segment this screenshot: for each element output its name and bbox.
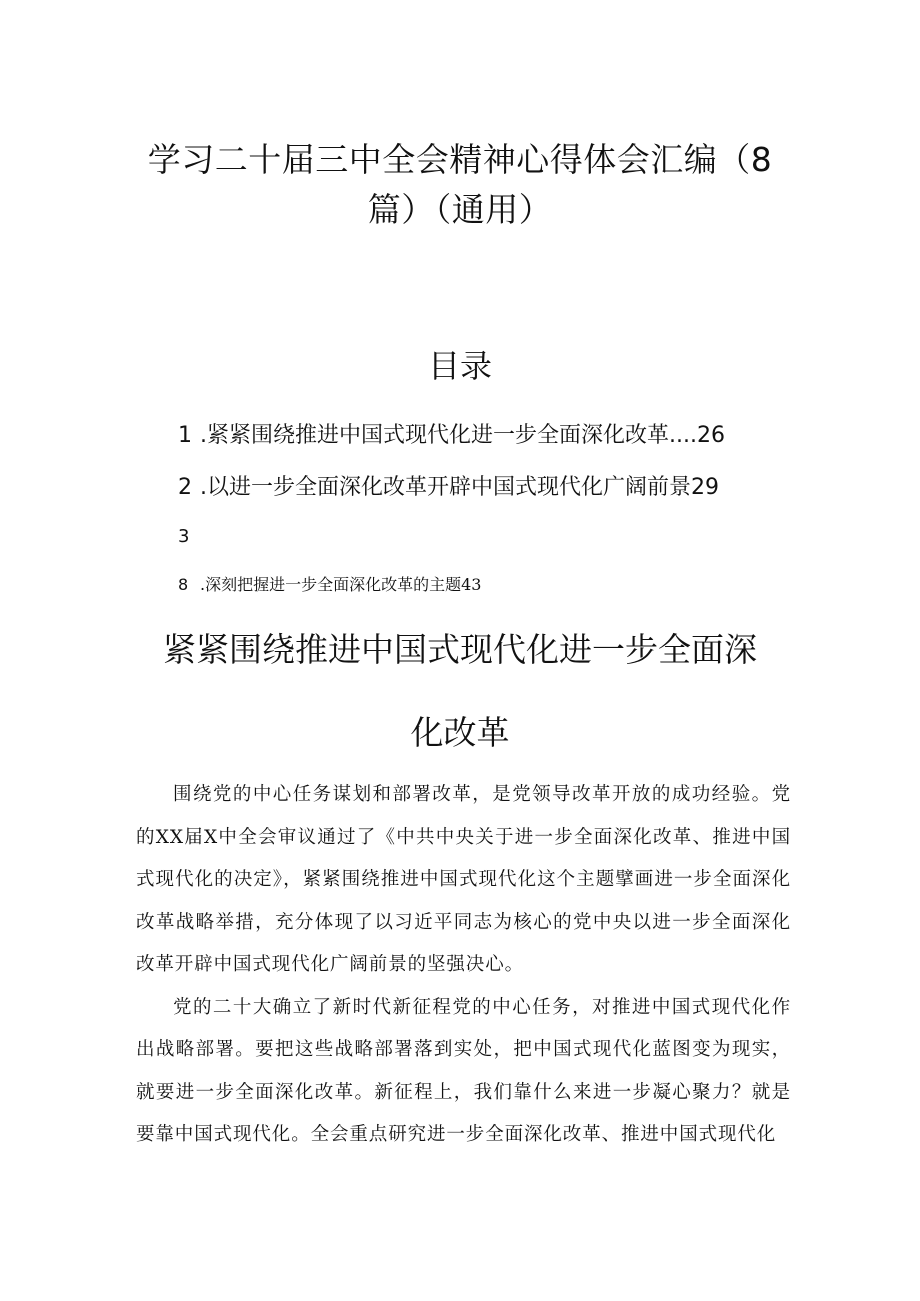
toc-item[interactable] [178,470,719,501]
toc-heading: 目录 [427,347,492,385]
toc-item-text: .以进一步全面深化改革开辟中国式现代化广阔前景29 [200,475,719,500]
toc-item-number: 8 [178,575,189,594]
body-paragraph: 党的二十大确立了新时代新征程党的中心任务，对推进中国式现代化作出战略部署。要把这些战略部署落到实处，把中国式现代化蓝图变为现实，就要进一步全面深化改革。新征程上，我们靠什么来进一步凝心聚力？就是要靠中国式现代化。全会重点研究进一步全面深化改革、推进中国式现代化 [136,996,791,1145]
toc-item-number: 3 [178,526,190,547]
toc-item-number: 2 [178,475,192,500]
toc-item-text: .紧紧围绕推进中国式现代化进一步全面深化改革....26 [200,423,725,448]
toc-item[interactable] [178,572,481,595]
toc-item[interactable] [178,526,200,547]
document-title-line-1: 学习二十届三中全会精神心得体会汇编（8 [147,140,773,179]
toc-item-text: .深刻把握进一步全面深化改革的主题43 [200,575,482,594]
toc-item-number: 1 [178,423,192,448]
article-title-line-1: 紧紧围绕推进中国式现代化进一步全面深 [163,630,757,669]
body-paragraph: 围绕党的中心任务谋划和部署改革，是党领导改革开放的成功经验。党的XX届X中全会审议通过了《中共中央关于进一步全面深化改革、推进中国式现代化的决定》，紧紧围绕推进中国式现代化这个主题擘画进一步全面深化改革战略举措，充分体现了以习近平同志为核心的党中央以进一步全面深化改革开辟中国式现代化广阔前景的坚强决心。 [136,784,791,975]
document-title-line-2: 篇）（通用） [367,190,553,229]
article-title-line-2: 化改革 [410,713,510,752]
toc-item[interactable] [178,418,725,449]
article-body [136,774,791,1157]
